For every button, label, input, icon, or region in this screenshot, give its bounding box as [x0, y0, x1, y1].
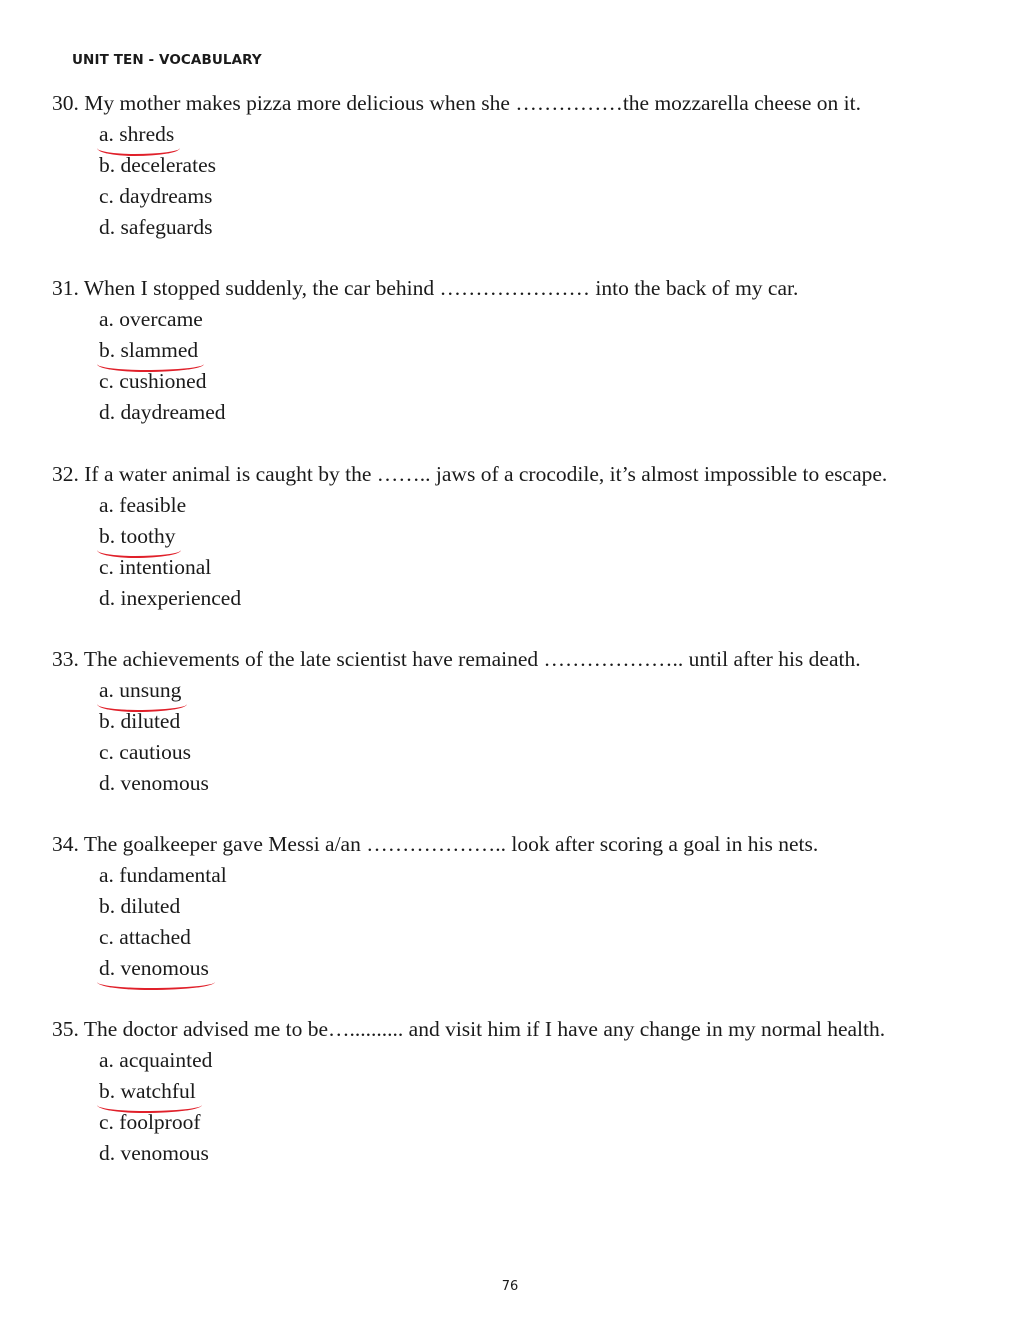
option-text: d. venomous	[99, 1141, 209, 1165]
option-text: c. cushioned	[99, 369, 207, 393]
question-stem: 35. The doctor advised me to be….......... and visit him if I have any change in my normal health.	[52, 1017, 886, 1041]
option-text: c. daydreams	[99, 184, 213, 208]
option-text: b. slammed	[99, 335, 198, 366]
question-30	[52, 88, 982, 243]
option-c	[99, 737, 982, 768]
option-d	[99, 1138, 982, 1169]
option-text: d. inexperienced	[99, 586, 242, 610]
option-a-marked	[99, 119, 982, 150]
option-b-marked	[99, 521, 982, 552]
option-list	[52, 304, 982, 428]
option-text: d. safeguards	[99, 215, 213, 239]
option-c	[99, 552, 982, 583]
option-text: b. decelerates	[99, 153, 216, 177]
option-text: b. toothy	[99, 521, 175, 552]
option-c	[99, 181, 982, 212]
option-a	[99, 860, 982, 891]
question-32	[52, 459, 982, 614]
option-text: a. fundamental	[99, 863, 227, 887]
option-d	[99, 583, 982, 614]
question-stem: 34. The goalkeeper gave Messi a/an ……………….. look after scoring a goal in his nets.	[52, 832, 819, 856]
option-b	[99, 706, 982, 737]
option-a	[99, 304, 982, 335]
option-b	[99, 891, 982, 922]
option-a	[99, 490, 982, 521]
option-b-marked	[99, 1076, 982, 1107]
question-stem: 33. The achievements of the late scientist have remained ……………….. until after his death.	[52, 647, 861, 671]
option-c	[99, 366, 982, 397]
option-text: a. acquainted	[99, 1048, 213, 1072]
option-text: b. diluted	[99, 709, 181, 733]
option-d	[99, 212, 982, 243]
unit-title: UNIT TEN - VOCABULARY	[72, 52, 262, 68]
option-text: d. venomous	[99, 771, 209, 795]
option-text: a. unsung	[99, 675, 181, 706]
option-b-marked	[99, 335, 982, 366]
option-text: d. daydreamed	[99, 400, 226, 424]
option-a	[99, 1045, 982, 1076]
option-list	[52, 675, 982, 799]
option-d	[99, 397, 982, 428]
option-text: c. intentional	[99, 555, 212, 579]
option-text: b. watchful	[99, 1076, 196, 1107]
option-text: a. shreds	[99, 119, 174, 150]
option-text: c. attached	[99, 925, 191, 949]
option-list	[52, 1045, 982, 1169]
option-c	[99, 922, 982, 953]
question-31	[52, 273, 982, 428]
option-text: b. diluted	[99, 894, 181, 918]
option-list	[52, 490, 982, 614]
question-stem: 30. My mother makes pizza more delicious when she ……………the mozzarella cheese on it.	[52, 91, 861, 115]
question-35	[52, 1014, 982, 1169]
question-34	[52, 829, 982, 984]
option-text: c. cautious	[99, 740, 191, 764]
option-text: d. venomous	[99, 953, 209, 984]
page-number: 76	[501, 1279, 519, 1294]
option-c	[99, 1107, 982, 1138]
option-d-marked	[99, 953, 982, 984]
question-stem: 31. When I stopped suddenly, the car behind ………………… into the back of my car.	[52, 276, 799, 300]
option-b	[99, 150, 982, 181]
question-stem: 32. If a water animal is caught by the …….. jaws of a crocodile, it’s almost impossible to escape.	[52, 462, 888, 486]
option-text: c. foolproof	[99, 1110, 201, 1134]
option-a-marked	[99, 675, 982, 706]
option-list	[52, 860, 982, 984]
option-list	[52, 119, 982, 243]
question-33	[52, 644, 982, 799]
option-d	[99, 768, 982, 799]
option-text: a. overcame	[99, 307, 203, 331]
option-text: a. feasible	[99, 493, 187, 517]
